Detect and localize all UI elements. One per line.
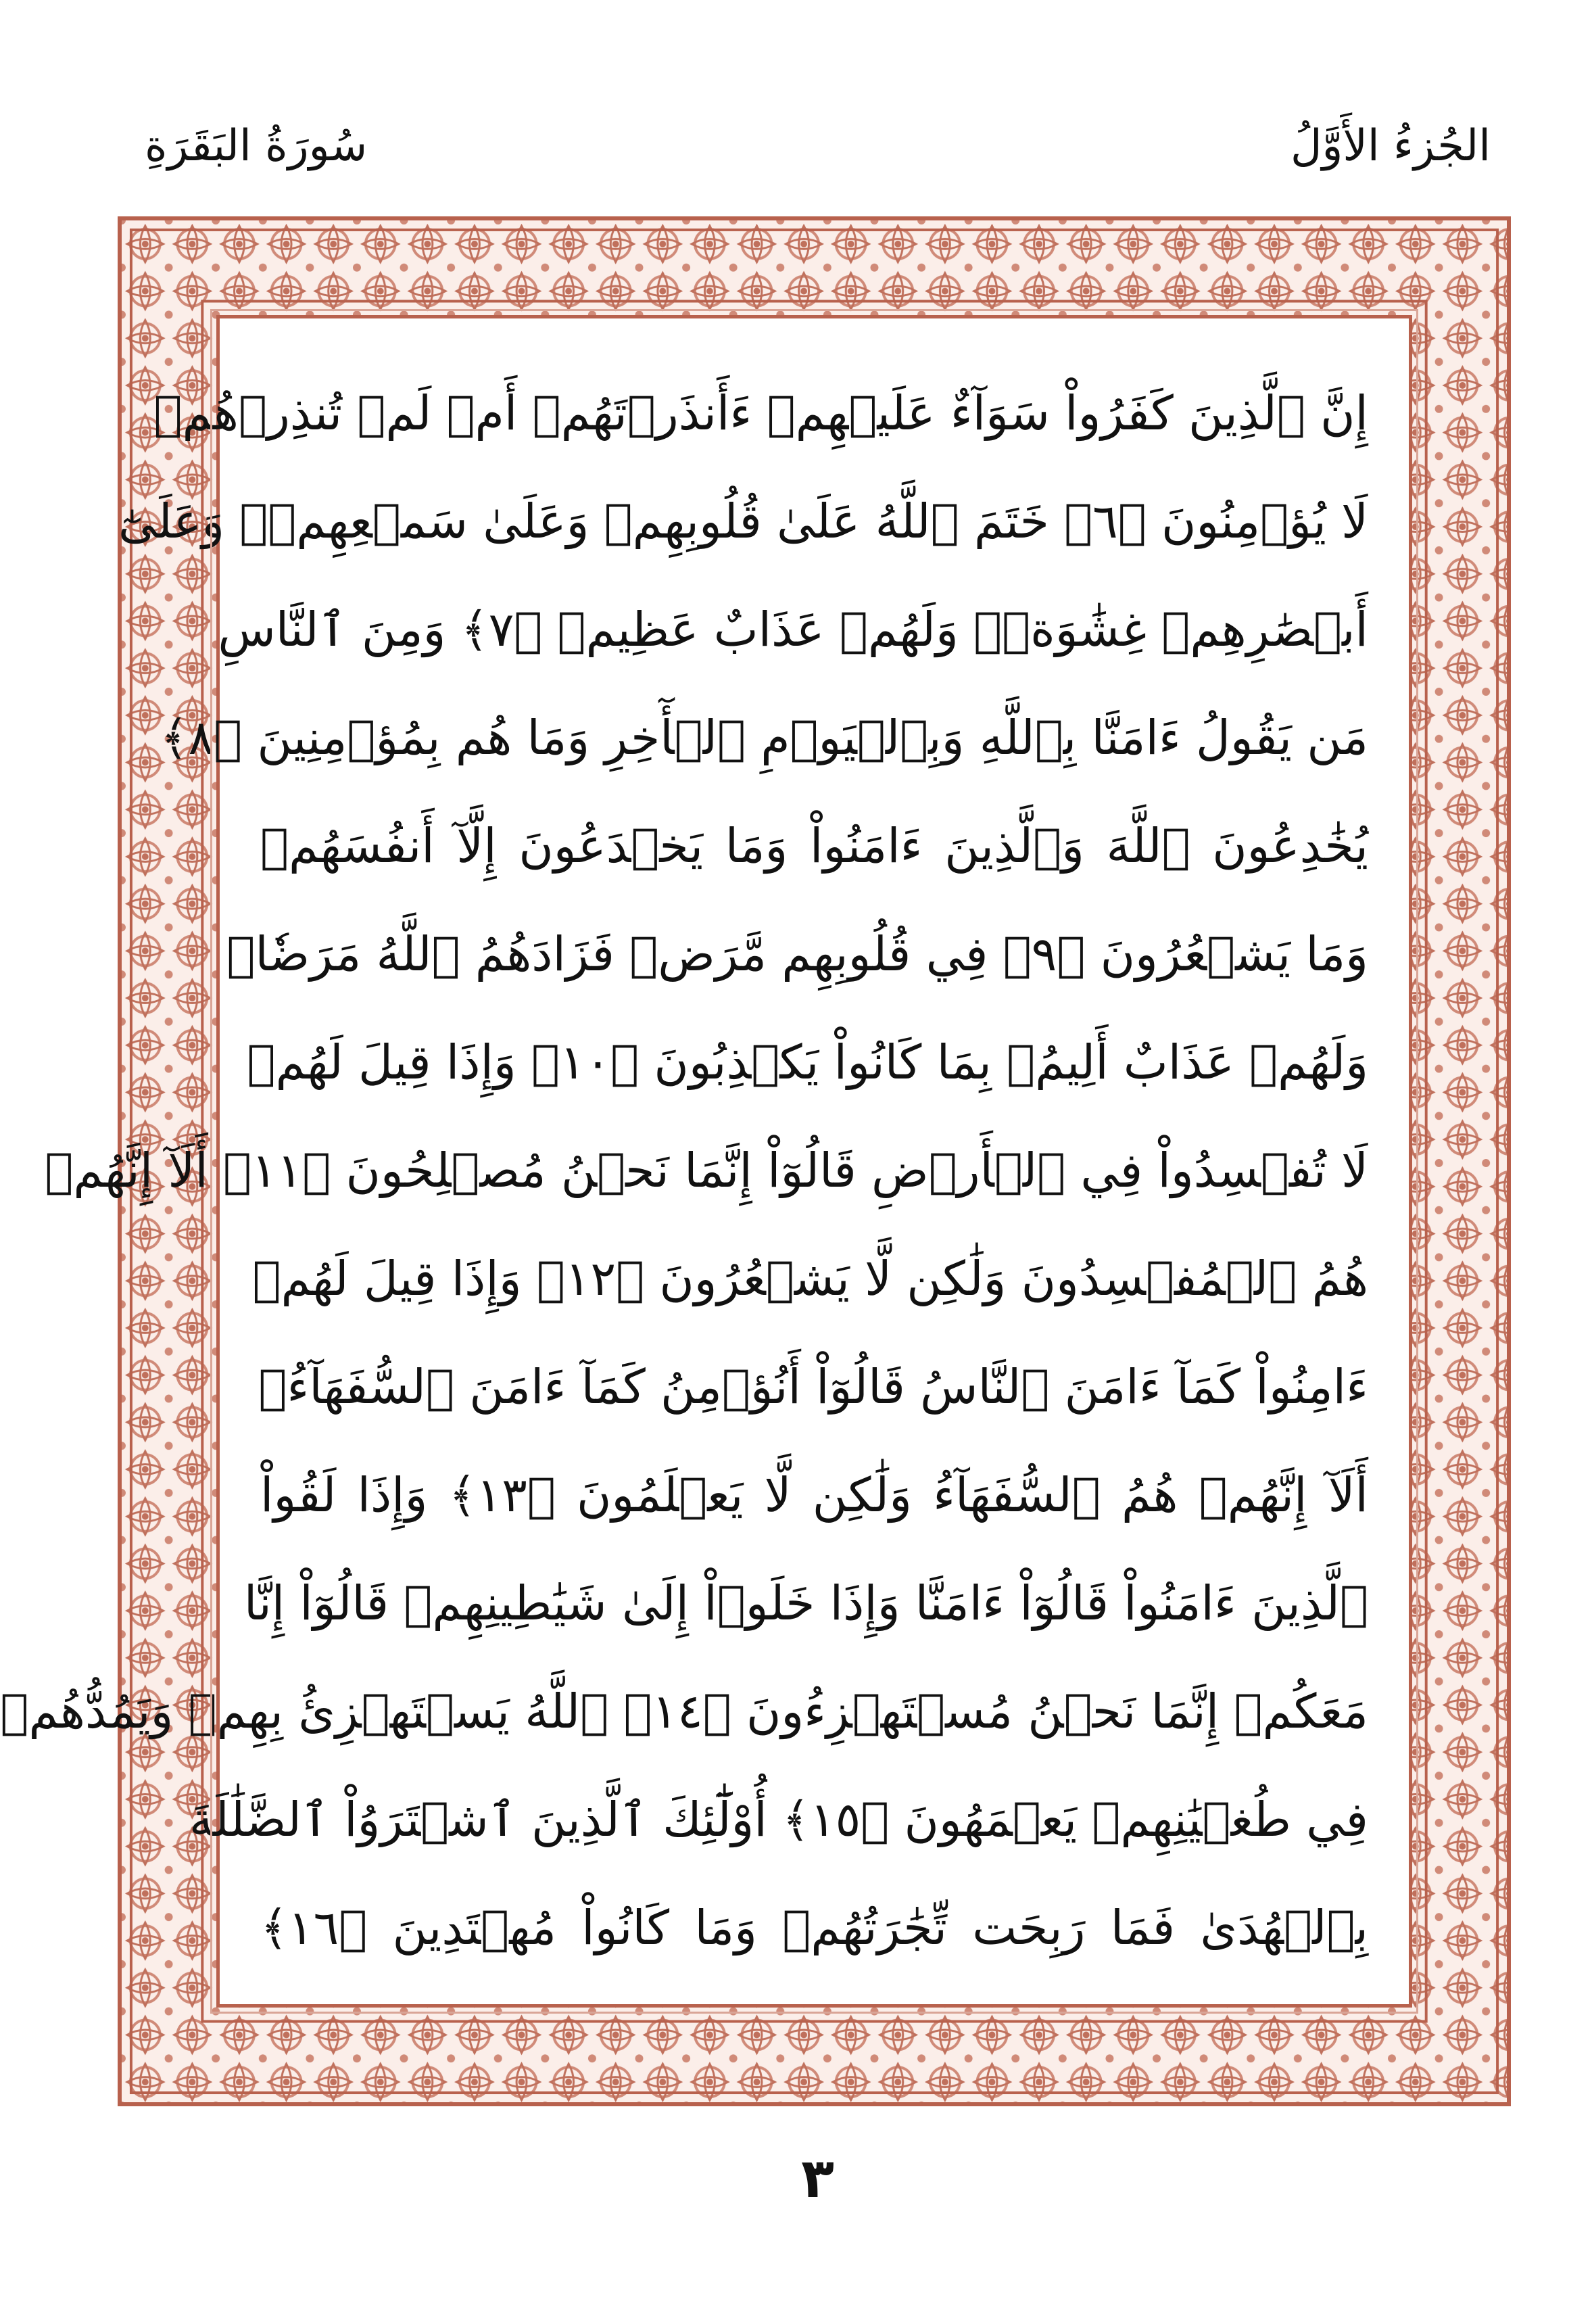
verse-text: مَن يَقُولُ ءَامَنَّا بِٱللَّهِ وَبِٱلۡيَوۡمِ ٱلۡأٓخِرِ وَمَا هُم بِمُؤۡمِنِينَ ﴿٨﴾ — [160, 710, 1368, 765]
juz-title: الجُزءُ الأَوَّلُ — [1290, 121, 1491, 171]
verse-list — [0, 359, 1368, 1982]
verse-line — [218, 575, 1368, 684]
verse-text: وَلَهُمۡ عَذَابٌ أَلِيمُۢ بِمَا كَانُواْ يَكۡذِبُونَ ﴿١٠﴾ وَإِذَا قِيلَ لَهُمۡ — [247, 1035, 1368, 1090]
verse-line — [252, 1225, 1368, 1333]
verse-line — [0, 1657, 1368, 1765]
verse-text: فِي طُغۡيَٰنِهِمۡ يَعۡمَهُونَ ﴿١٥﴾ أُوْلَٰٓئِكَ ٱلَّذِينَ ٱشۡتَرَوُاْ ٱلضَّلَٰلَةَ — [189, 1792, 1368, 1847]
text-panel — [0, 315, 1412, 2008]
verse-line — [118, 467, 1368, 575]
verse-text: يُخَٰدِعُونَ ٱللَّهَ وَٱلَّذِينَ ءَامَنُواْ وَمَا يَخۡدَعُونَ إِلَّآ أَنفُسَهُمۡ — [260, 818, 1368, 874]
verse-text: لَا تُفۡسِدُواْ فِي ٱلۡأَرۡضِ قَالُوٓاْ إِنَّمَا نَحۡنُ مُصۡلِحُونَ ﴿١١﴾ أَلَآ إِنَّهُمۡ — [45, 1143, 1368, 1198]
verse-text: مَعَكُمۡ إِنَّمَا نَحۡنُ مُسۡتَهۡزِءُونَ ﴿١٤﴾ ٱللَّهُ يَسۡتَهۡزِئُ بِهِمۡ وَيَمُدُّهُمۡ — [0, 1684, 1368, 1739]
verse-line — [260, 792, 1368, 900]
verse-line — [153, 359, 1368, 467]
verse-text: وَمَا يَشۡعُرُونَ ﴿٩﴾ فِي قُلُوبِهِم مَّرَضٞ فَزَادَهُمُ ٱللَّهُ مَرَضٗاۖ — [226, 926, 1368, 982]
surah-title: سُورَةُ البَقَرَةِ — [145, 121, 368, 171]
verse-text: لَا يُؤۡمِنُونَ ﴿٦﴾ خَتَمَ ٱللَّهُ عَلَىٰ قُلُوبِهِمۡ وَعَلَىٰ سَمۡعِهِمۡۖ وَعَلَىٰٓ — [118, 494, 1368, 549]
verse-line — [226, 900, 1368, 1008]
verse-text: ءَامِنُواْ كَمَآ ءَامَنَ ٱلنَّاسُ قَالُوٓاْ أَنُؤۡمِنُ كَمَآ ءَامَنَ ٱلسُّفَهَآءُۗ — [258, 1359, 1368, 1415]
page-number: ٣ — [801, 2147, 834, 2210]
verse-text: هُمُ ٱلۡمُفۡسِدُونَ وَلَٰكِن لَّا يَشۡعُرُونَ ﴿١٢﴾ وَإِذَا قِيلَ لَهُمۡ — [252, 1251, 1368, 1306]
verse-line — [243, 1549, 1368, 1657]
verse-line — [160, 684, 1368, 792]
verse-text: أَبۡصَٰرِهِمۡ غِشَٰوَةٞۖ وَلَهُمۡ عَذَابٌ عَظِيمٞ ﴿٧﴾ وَمِنَ ٱلنَّاسِ — [218, 602, 1368, 657]
verse-text: أَلَآ إِنَّهُمۡ هُمُ ٱلسُّفَهَآءُ وَلَٰكِن لَّا يَعۡلَمُونَ ﴿١٣﴾ وَإِذَا لَقُواْ — [260, 1467, 1368, 1523]
verse-line — [260, 1874, 1368, 1982]
verse-text: بِٱلۡهُدَىٰ فَمَا رَبِحَت تِّجَٰرَتُهُمۡ وَمَا كَانُواْ مُهۡتَدِينَ ﴿١٦﴾ — [260, 1900, 1368, 1955]
verse-line — [45, 1116, 1368, 1225]
verse-line — [260, 1333, 1368, 1441]
verse-line — [189, 1765, 1368, 1874]
verse-text: إِنَّ ٱلَّذِينَ كَفَرُواْ سَوَآءٌ عَلَيۡهِمۡ ءَأَنذَرۡتَهُمۡ أَمۡ لَمۡ تُنذِرۡهُمۡ — [153, 385, 1368, 441]
verse-line — [260, 1441, 1368, 1549]
verse-text: ٱلَّذِينَ ءَامَنُواْ قَالُوٓاْ ءَامَنَّا وَإِذَا خَلَوۡاْ إِلَىٰ شَيَٰطِينِهِمۡ قَالُوٓاْ إِنَّا — [243, 1575, 1368, 1631]
ornamental-border — [0, 216, 1511, 2106]
verse-line — [247, 1008, 1368, 1116]
